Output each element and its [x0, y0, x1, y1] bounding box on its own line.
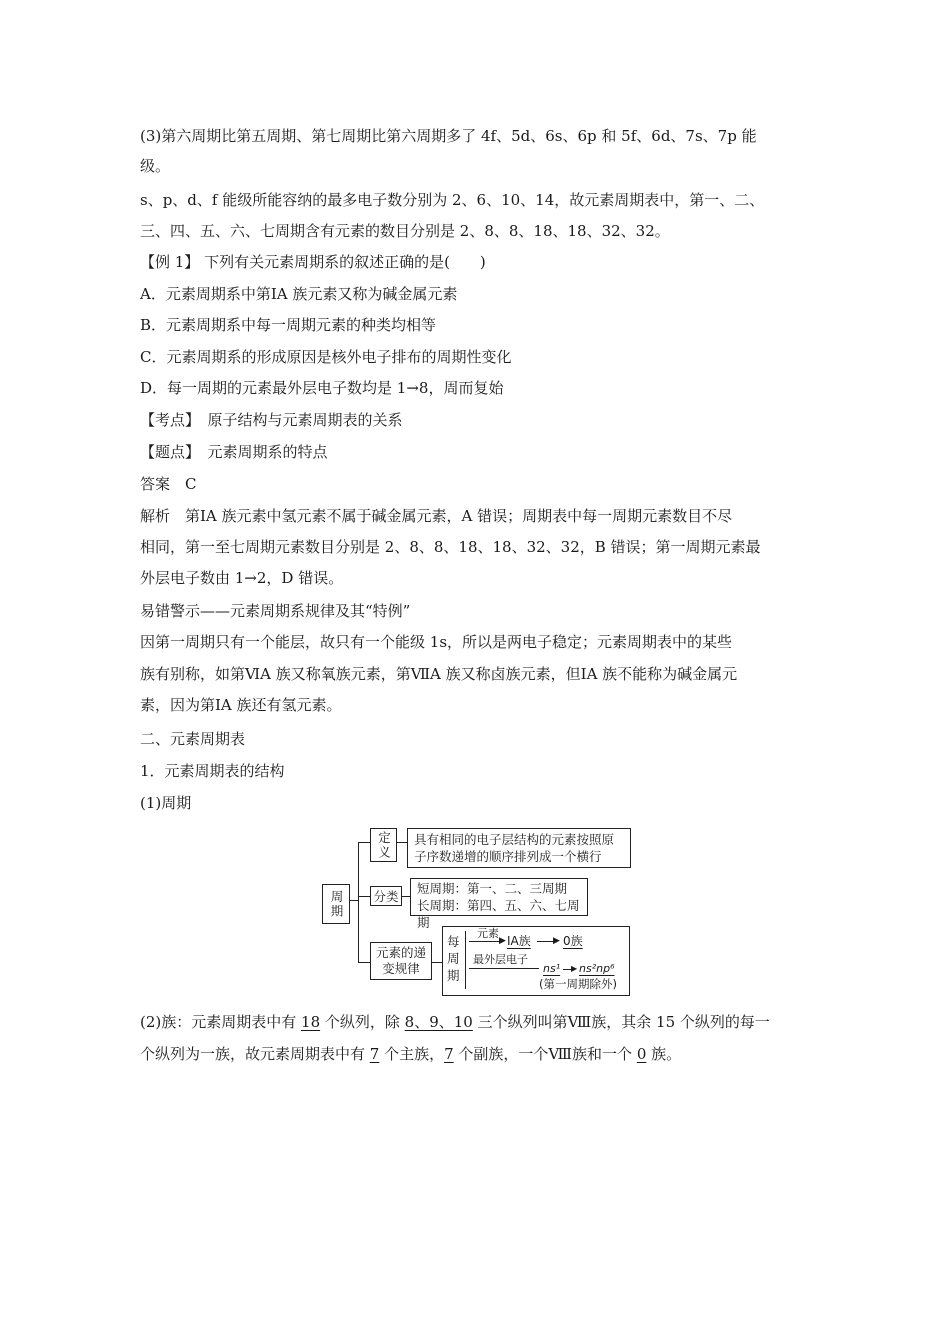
classification-label-box [370, 886, 402, 906]
tidian: 【题点】 元素周期系的特点 [140, 443, 328, 461]
kaodian: 【考点】 原子结构与元素周期表的关系 [140, 411, 403, 429]
connector [350, 900, 358, 901]
group-text: 个纵列为一族，故元素周期表中有 [140, 1045, 370, 1063]
arrow-line [469, 941, 503, 942]
group-text: 个副族，一个Ⅷ族和一个 [453, 1045, 637, 1063]
warning-text: 因第一周期只有一个能层，故只有一个能级 1s，所以是两电子稳定；元素周期表中的某些 [140, 633, 733, 651]
rule-divider [465, 931, 466, 989]
arrow-head-icon: ▶ [499, 936, 506, 946]
example-question: 【例 1】 下列有关元素周期系的叙述正确的是( ) [140, 253, 486, 271]
period-concept-diagram [322, 826, 634, 998]
group-blank-viii: 8、9、10 [404, 1013, 473, 1031]
paragraph-spdf: s、p、d、f 能级所能容纳的最多电子数分别为 2、6、10、14，故元素周期表中，第一、二、 [140, 191, 765, 209]
arrow-head-icon: ▶ [571, 964, 578, 973]
rule-label-box [370, 942, 432, 980]
answer: 答案 C [140, 475, 197, 493]
group-text: 族。 [646, 1045, 682, 1063]
connector [358, 842, 359, 962]
classification-box [410, 878, 588, 930]
warning-text-cont-1: 族有别称，如第ⅥA 族又称氧族元素，第ⅦA 族又称卤族元素，但ⅠA 族不能称为碱金属元 [140, 665, 738, 683]
warning-title: 易错警示——元素周期系规律及其“特例” [140, 602, 411, 620]
short-period-text: 短周期：第一、二、三周期 [417, 881, 568, 896]
classification-label: 分类 [373, 888, 399, 904]
connector [432, 962, 442, 963]
group-text: 三个纵列叫第Ⅷ族，其余 15 个纵列的每一 [472, 1013, 770, 1031]
each-period-label: 每周期 [447, 934, 460, 983]
connector [358, 842, 370, 843]
connector [397, 842, 407, 843]
group-blank-zero: 0 [636, 1045, 647, 1063]
exception-note: (第一周期除外) [539, 977, 617, 991]
definition-box [407, 828, 631, 868]
subsection-heading: 1．元素周期表的结构 [140, 762, 285, 780]
section-heading: 二、元素周期表 [140, 730, 246, 748]
paragraph-period-six: (3)第六周期比第五周期、第七周期比第六周期多了 4f、5d、6s、6p 和 5f、6d、7s、7p 能 [140, 127, 757, 145]
period-root-box [322, 884, 350, 924]
rule-label: 元素的递变规律 [375, 945, 426, 976]
elements-to: 0族 [563, 934, 583, 948]
group-blank-sub: 7 [444, 1045, 454, 1063]
option-b: B．元素周期系中每一周期元素的种类均相等 [140, 316, 437, 334]
connector [402, 896, 410, 897]
period-root-label: 周期 [329, 889, 344, 919]
definition-label: 定义 [376, 830, 392, 860]
config-to: ns²np⁶ [579, 962, 615, 975]
config-from: ns¹ [543, 962, 561, 975]
arrow-line [469, 968, 539, 969]
option-c: C．元素周期系的形成原因是核外电子排布的周期性变化 [140, 348, 512, 366]
connector [358, 962, 370, 963]
group-text: 个主族， [379, 1045, 445, 1063]
option-a: A．元素周期系中第ⅠA 族元素又称为碱金属元素 [140, 285, 458, 303]
group-text: (2)族：元素周期表中有 [140, 1013, 302, 1031]
analysis-cont-2: 外层电子数由 1→2，D 错误。 [140, 569, 344, 587]
arrow-head-icon: ▶ [553, 936, 560, 946]
group-paragraph-cont [140, 1044, 681, 1064]
option-d: D．每一周期的元素最外层电子数均是 1→8，周而复始 [140, 379, 504, 397]
definition-label-box [370, 828, 397, 862]
long-period-text: 长周期：第四、五、六、七周期 [417, 898, 580, 930]
outer-electrons-label: 最外层电子 [473, 953, 528, 966]
analysis: 解析 第ⅠA 族元素中氢元素不属于碱金属元素，A 错误；周期表中每一周期元素数目不尽 [140, 507, 733, 525]
warning-text-cont-2: 素，因为第ⅠA 族还有氢元素。 [140, 696, 342, 714]
paragraph-period-six-cont: 级。 [140, 157, 171, 175]
group-paragraph [140, 1012, 770, 1032]
definition-text-cont: 子序数递增的顺序排列成一个横行 [414, 849, 602, 864]
elements-word: 元素 [477, 927, 499, 940]
definition-text: 具有相同的电子层结构的元素按照原 [414, 832, 615, 847]
rule-box [442, 926, 630, 996]
period-heading: (1)周期 [140, 794, 192, 812]
connector [358, 896, 370, 897]
group-text: 个纵列，除 [320, 1013, 405, 1031]
group-blank-columns: 18 [301, 1013, 321, 1031]
analysis-cont-1: 相同，第一至七周期元素数目分别是 2、8、8、18、18、32、32，B 错误；第一周期元素最 [140, 538, 761, 556]
paragraph-spdf-cont: 三、四、五、六、七周期含有元素的数目分别是 2、8、8、18、18、32、32。 [140, 222, 670, 240]
elements-from: IA族 [507, 934, 531, 948]
group-blank-main: 7 [369, 1045, 380, 1063]
